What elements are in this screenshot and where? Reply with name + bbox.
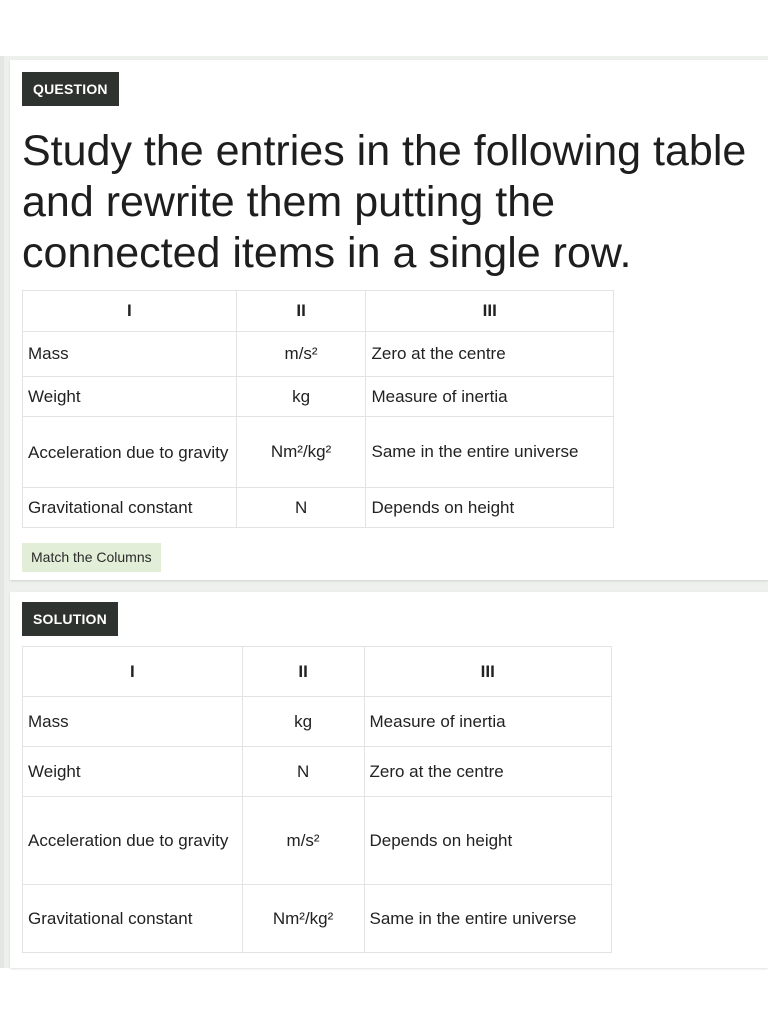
question-table-row <box>23 488 614 528</box>
question-cell: Mass <box>23 332 237 377</box>
question-cell: Depends on height <box>366 488 614 528</box>
solution-cell: Zero at the centre <box>364 747 612 797</box>
question-header-col-2: II <box>236 291 366 332</box>
solution-header-col-1: I <box>23 647 243 697</box>
solution-cell: m/s² <box>242 797 364 885</box>
question-table-row <box>23 332 614 377</box>
question-cell: Nm²/kg² <box>236 417 366 488</box>
question-text: Study the entries in the following table and rewrite them putting the connected items in a single row. <box>22 127 747 277</box>
question-header-col-3: III <box>366 291 614 332</box>
solution-cell: Gravitational constant <box>23 885 243 953</box>
question-header-col-1: I <box>23 291 237 332</box>
solution-cell: Measure of inertia <box>364 697 612 747</box>
question-table-header-row <box>23 291 614 332</box>
solution-tag: SOLUTION <box>22 602 118 636</box>
solution-table-row <box>23 747 612 797</box>
question-cell <box>23 417 237 488</box>
solution-table <box>22 646 612 953</box>
solution-header-col-3: III <box>364 647 612 697</box>
solution-table-header-row <box>23 647 612 697</box>
solution-cell: Nm²/kg² <box>242 885 364 953</box>
solution-cell <box>23 797 243 885</box>
question-cell: kg <box>236 377 366 417</box>
question-cell: N <box>236 488 366 528</box>
bottom-strip <box>0 968 768 1024</box>
solution-cell: Depends on height <box>364 797 612 885</box>
match-columns-chip[interactable]: Match the Columns <box>22 543 161 572</box>
question-cell: Zero at the centre <box>366 332 614 377</box>
question-cell: Measure of inertia <box>366 377 614 417</box>
solution-table-row <box>23 885 612 953</box>
solution-cell-text: Acceleration due to gravity <box>28 831 229 850</box>
solution-cell: N <box>242 747 364 797</box>
solution-table-row <box>23 797 612 885</box>
solution-header-col-2: II <box>242 647 364 697</box>
solution-card <box>10 592 768 968</box>
question-cell: m/s² <box>236 332 366 377</box>
solution-table-row <box>23 697 612 747</box>
left-edge-bar <box>0 56 4 968</box>
solution-cell: Same in the entire universe <box>364 885 612 953</box>
solution-cell: kg <box>242 697 364 747</box>
top-strip <box>0 0 768 56</box>
question-table-row <box>23 377 614 417</box>
question-table-row <box>23 417 614 488</box>
solution-cell: Weight <box>23 747 243 797</box>
question-cell-text: Acceleration due to gravity <box>28 442 229 462</box>
question-cell: Weight <box>23 377 237 417</box>
question-card <box>10 60 768 580</box>
question-cell: Same in the entire universe <box>366 417 614 488</box>
question-table <box>22 290 614 528</box>
solution-cell: Mass <box>23 697 243 747</box>
question-cell: Gravitational constant <box>23 488 237 528</box>
question-tag: QUESTION <box>22 72 119 106</box>
